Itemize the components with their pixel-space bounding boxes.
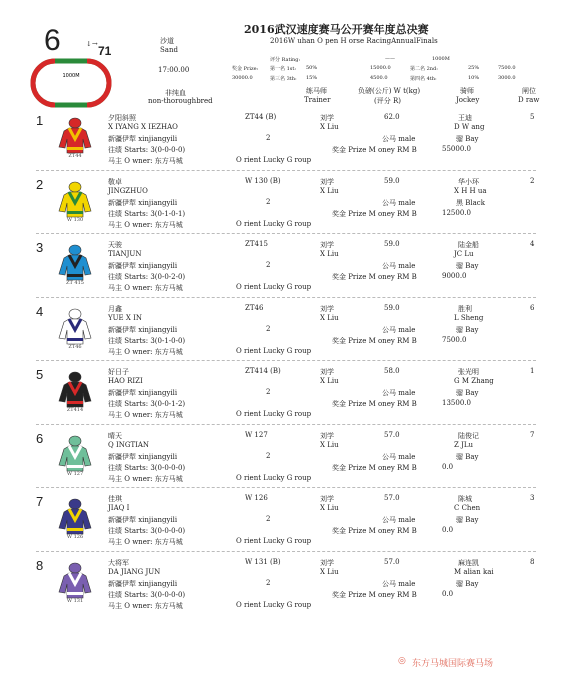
horse-age: 2	[266, 197, 271, 206]
horse-owner: 马主 O wner: 东方马城	[108, 347, 183, 356]
horse-name-cn: 晴天	[108, 431, 122, 440]
row-divider	[36, 170, 536, 171]
jockey-cn: 陆金船	[458, 241, 479, 249]
horse-owner: 马主 O wner: 东方马城	[108, 220, 183, 229]
trainer-en: X Liu	[320, 186, 339, 195]
entry-row	[0, 367, 575, 429]
horse-age: 2	[266, 515, 271, 523]
prize-money-label: 奖金 Prize M oney RM B	[332, 336, 417, 345]
horse-name-cn: 好日子	[108, 368, 129, 376]
weight-value: 58.0	[384, 367, 400, 375]
jockey-cn: 华小环	[458, 177, 479, 186]
race-number: 6	[44, 24, 61, 57]
entry-row	[0, 494, 575, 556]
watermark-logo-icon: ◎	[398, 656, 406, 666]
prize-money: 55000.0	[442, 145, 471, 153]
jockey-en: JC Lu	[454, 250, 474, 258]
owner-group: O rient Lucky G roup	[236, 346, 312, 355]
prize-total: 30000.0	[232, 75, 253, 81]
entry-row	[0, 177, 575, 239]
horse-code: W 126	[245, 494, 268, 502]
horse-origin: 新疆伊犁 xinjiangyili	[108, 135, 178, 143]
horse-name-en: X IYANG X IEZHAO	[108, 123, 178, 131]
row-divider	[36, 487, 536, 488]
trainer-cn: 刘学	[320, 431, 334, 440]
prize-label: 奖金 Prize:	[232, 66, 259, 72]
entry-number: 1	[36, 113, 44, 128]
jockey-cn: 王迪	[458, 114, 472, 122]
horse-color: 骝 Bay	[456, 135, 479, 143]
jockey-en: G M Zhang	[454, 377, 494, 385]
horse-age: 2	[266, 261, 271, 269]
jockey-silks-icon	[58, 435, 92, 473]
trainer-cn: 刘学	[320, 495, 334, 503]
horse-code: ZT415	[245, 240, 268, 248]
horse-starts: 往绩 Starts: 3(0-0-0-0)	[108, 590, 186, 599]
prize-money: 9000.0	[442, 272, 467, 280]
draw-number: 6	[530, 303, 535, 312]
prize-money-label: 奖金 Prize M oney RM B	[332, 527, 417, 535]
header-draw-cn: 闸位	[522, 87, 536, 95]
horse-owner: 马主 O wner: 东方马城	[108, 474, 183, 483]
silk-code: ZT44	[68, 153, 82, 159]
horse-name-cn: 天骏	[108, 241, 122, 249]
horse-name-cn: 大将军	[108, 558, 129, 567]
rating-label: 评分 Rating:	[270, 57, 301, 63]
jockey-silks-icon	[58, 371, 92, 409]
jockey-en: X H H ua	[454, 186, 487, 195]
track-label: 1000M	[62, 73, 80, 79]
horse-owner: 马主 O wner: 东方马城	[108, 284, 183, 292]
weight-value: 59.0	[384, 176, 400, 185]
jockey-cn: 张光明	[458, 368, 479, 376]
entry-number: 8	[36, 557, 44, 573]
prize-1-pct: 50%	[306, 65, 318, 71]
silk-code: W 131	[66, 597, 84, 604]
entry-number: 6	[36, 430, 44, 446]
silk-code: W 126	[66, 534, 84, 540]
prize-money-label: 奖金 Prize M oney RM B	[332, 400, 417, 408]
owner-group: O rient Lucky G roup	[236, 537, 312, 545]
horse-starts: 往绩 Starts: 3(0-1-0-0)	[108, 336, 186, 345]
prize-money-label: 奖金 Prize M oney RM B	[332, 590, 417, 599]
horse-name-en: Q INGTIAN	[108, 440, 150, 449]
prize-2-pct: 25%	[468, 65, 480, 71]
prize-money: 0.0	[442, 526, 454, 534]
owner-group: O rient Lucky G roup	[236, 219, 312, 228]
horse-starts: 往绩 Starts: 3(0-0-0-0)	[108, 527, 186, 535]
jockey-en: Z JLu	[454, 440, 474, 449]
trainer-en: X Liu	[320, 567, 339, 576]
row-divider	[36, 360, 536, 361]
horse-gender: 公马 male	[382, 579, 416, 588]
prize-2-label: 第二名 2nd:	[410, 66, 438, 72]
weight-value: 62.0	[384, 113, 400, 121]
horse-name-en: JINGZHUO	[108, 186, 148, 195]
row-divider	[36, 297, 536, 298]
entry-row	[0, 431, 575, 493]
breed-cn: 非纯血	[165, 89, 186, 97]
trainer-en: X Liu	[320, 250, 339, 258]
horse-origin: 新疆伊犁 xinjiangyili	[108, 262, 178, 270]
trainer-en: X Liu	[320, 504, 339, 512]
race-distance: 1000M	[432, 56, 450, 62]
entry-number: 3	[36, 240, 44, 255]
header-weight-cn: 负磅(公斤) W t(kg)	[358, 87, 421, 95]
track-diagram-icon	[30, 58, 112, 110]
jockey-silks-icon	[58, 498, 92, 536]
horse-name-en: TIANJUN	[108, 250, 142, 258]
header-draw-en: D raw	[518, 96, 540, 104]
horse-gender: 公马 male	[382, 198, 416, 207]
horse-starts: 往绩 Starts: 3(0-0-0-0)	[108, 146, 186, 154]
race-title-cn: 2016武汉速度赛马公开赛年度总决赛	[244, 23, 429, 36]
horse-code: W 130 (B)	[245, 176, 281, 185]
trainer-cn: 刘学	[320, 304, 334, 313]
horse-color: 骝 Bay	[456, 579, 479, 588]
silk-code: W 130	[66, 216, 84, 223]
row-divider	[36, 551, 536, 552]
horse-name-cn: 夕阳斜照	[108, 114, 136, 122]
prize-1-amount: 15000.0	[370, 65, 391, 71]
horse-starts: 往绩 Starts: 3(0-0-1-2)	[108, 400, 186, 408]
horse-gender: 公马 male	[382, 389, 416, 397]
horse-name-en: DA JIANG JUN	[108, 567, 161, 576]
trainer-cn: 刘学	[320, 114, 334, 122]
draw-number: 8	[530, 557, 535, 566]
horse-code: ZT46	[245, 303, 264, 312]
horse-color: 骝 Bay	[456, 516, 479, 524]
owner-group: O rient Lucky G roup	[236, 473, 312, 482]
prize-money-label: 奖金 Prize M oney RM B	[332, 273, 417, 281]
jockey-en: C Chen	[454, 504, 481, 512]
horse-gender: 公马 male	[382, 325, 416, 334]
horse-code: W 131 (B)	[245, 557, 281, 566]
trainer-en: X Liu	[320, 313, 339, 322]
prize-money: 7500.0	[442, 335, 467, 344]
jockey-silks-icon	[58, 244, 92, 282]
horse-owner: 马主 O wner: 东方马城	[108, 538, 183, 546]
entry-number: 2	[36, 176, 44, 192]
jockey-cn: 麻连凯	[458, 558, 479, 567]
jockey-cn: 胜利	[458, 304, 472, 313]
horse-color: 骝 Bay	[456, 389, 479, 397]
prize-3-label: 第三名 3th:	[270, 76, 297, 82]
horse-color: 骝 Bay	[456, 325, 479, 334]
horse-gender: 公马 male	[382, 452, 416, 461]
distance-badge: 71	[98, 44, 112, 58]
rating-value: ——	[385, 56, 395, 62]
jockey-silks-icon	[58, 181, 92, 219]
horse-origin: 新疆伊犁 xinjiangyili	[108, 198, 178, 207]
silk-code: W 127	[66, 470, 84, 477]
jockey-silks-icon	[58, 308, 92, 346]
prize-4-label: 第四名 4th:	[410, 76, 437, 82]
owner-group: O rient Lucky G roup	[236, 156, 312, 164]
entry-row	[0, 304, 575, 366]
prize-money-label: 奖金 Prize M oney RM B	[332, 209, 417, 218]
horse-age: 2	[266, 388, 271, 396]
horse-starts: 往绩 Starts: 3(0-0-2-0)	[108, 273, 186, 281]
watermark-text: 东方马城国际赛马场	[412, 659, 494, 669]
horse-color: 黑 Black	[456, 198, 485, 207]
weight-value: 57.0	[384, 494, 400, 502]
prize-3-pct: 15%	[306, 75, 318, 81]
silk-code: ZT46	[68, 343, 82, 350]
horse-name-cn: 敬卓	[108, 177, 122, 186]
owner-group: O rient Lucky G roup	[236, 283, 312, 291]
horse-starts: 往绩 Starts: 3(0-0-0-0)	[108, 463, 186, 472]
horse-age: 2	[266, 324, 271, 333]
entry-number: 7	[36, 494, 44, 509]
owner-group: O rient Lucky G roup	[236, 600, 312, 609]
horse-name-en: JIAQ I	[108, 504, 130, 512]
prize-money: 0.0	[442, 589, 454, 598]
jockey-en: L Sheng	[454, 313, 484, 322]
jockey-en: D W ang	[454, 123, 485, 131]
weight-value: 57.0	[384, 557, 400, 566]
jockey-en: M alian kai	[454, 567, 494, 576]
header-jockey-en: Jockey	[456, 96, 480, 104]
trainer-cn: 刘学	[320, 368, 334, 376]
horse-color: 骝 Bay	[456, 452, 479, 461]
horse-starts: 往绩 Starts: 3(0-1-0-1)	[108, 209, 186, 218]
prize-1-label: 第一名 1st:	[270, 66, 297, 72]
owner-group: O rient Lucky G roup	[236, 410, 312, 418]
horse-origin: 新疆伊犁 xinjiangyili	[108, 516, 178, 524]
entry-row	[0, 113, 575, 175]
horse-age: 2	[266, 451, 271, 460]
horse-code: ZT44 (B)	[245, 113, 277, 121]
horse-gender: 公马 male	[382, 262, 416, 270]
prize-money-label: 奖金 Prize M oney RM B	[332, 463, 417, 472]
header-weight-en: (评分 R)	[374, 97, 401, 105]
horse-origin: 新疆伊犁 xinjiangyili	[108, 452, 178, 461]
weight-value: 59.0	[384, 240, 400, 248]
draw-number: 7	[530, 430, 535, 439]
horse-name-en: YUE X IN	[108, 313, 142, 322]
race-time: 17:00.00	[158, 66, 190, 74]
header-trainer-cn: 练马师	[306, 87, 327, 95]
jockey-silks-icon	[58, 562, 92, 600]
prize-money-label: 奖金 Prize M oney RM B	[332, 146, 417, 154]
prize-2-amount: 7500.0	[498, 65, 516, 71]
venue-cn: 沙道	[160, 37, 174, 45]
jockey-silks-icon	[58, 117, 92, 155]
entry-number: 5	[36, 367, 44, 382]
horse-owner: 马主 O wner: 东方马城	[108, 157, 183, 165]
horse-code: W 127	[245, 430, 268, 439]
horse-code: ZT414 (B)	[245, 367, 281, 375]
trainer-en: X Liu	[320, 440, 339, 449]
row-divider	[36, 233, 536, 234]
trainer-cn: 刘学	[320, 558, 334, 567]
race-title-en: 2016W uhan O pen H orse RacingAnnualFinals	[270, 37, 438, 45]
silk-code: ZT 415	[66, 280, 84, 286]
draw-number: 3	[530, 494, 535, 502]
silk-code: ZT414	[66, 407, 84, 413]
horse-origin: 新疆伊犁 xinjiangyili	[108, 579, 178, 588]
horse-name-cn: 佳琪	[108, 495, 122, 503]
horse-origin: 新疆伊犁 xinjiangyili	[108, 389, 178, 397]
prize-money: 13500.0	[442, 399, 471, 407]
start-arrow-icon: ↓→	[86, 40, 98, 48]
prize-4-pct: 10%	[468, 75, 480, 81]
horse-name-cn: 月鑫	[108, 304, 122, 313]
horse-age: 2	[266, 578, 271, 587]
prize-4-amount: 3000.0	[498, 75, 516, 81]
entry-row	[0, 558, 575, 620]
weight-value: 59.0	[384, 303, 400, 312]
horse-color: 骝 Bay	[456, 262, 479, 270]
draw-number: 5	[530, 113, 535, 121]
horse-owner: 马主 O wner: 东方马城	[108, 601, 183, 610]
header-jockey-cn: 骑师	[460, 87, 474, 95]
draw-number: 1	[530, 367, 535, 375]
horse-gender: 公马 male	[382, 516, 416, 524]
entry-number: 4	[36, 303, 44, 319]
trainer-cn: 刘学	[320, 177, 334, 186]
prize-3-amount: 4500.0	[370, 75, 388, 81]
breed-en: non-thoroughbred	[148, 97, 213, 105]
horse-name-en: HAO RIZI	[108, 377, 143, 385]
weight-value: 57.0	[384, 430, 400, 439]
horse-age: 2	[266, 134, 271, 142]
entry-row	[0, 240, 575, 302]
horse-owner: 马主 O wner: 东方马城	[108, 411, 183, 419]
draw-number: 4	[530, 240, 535, 248]
jockey-cn: 陆俊记	[458, 431, 479, 440]
prize-money: 0.0	[442, 462, 454, 471]
venue-en: Sand	[160, 46, 178, 54]
trainer-cn: 刘学	[320, 241, 334, 249]
row-divider	[36, 424, 536, 425]
horse-gender: 公马 male	[382, 135, 416, 143]
draw-number: 2	[530, 176, 535, 185]
horse-origin: 新疆伊犁 xinjiangyili	[108, 325, 178, 334]
trainer-en: X Liu	[320, 123, 339, 131]
trainer-en: X Liu	[320, 377, 339, 385]
header-trainer-en: Trainer	[304, 96, 331, 104]
prize-money: 12500.0	[442, 208, 471, 217]
jockey-cn: 陈城	[458, 495, 472, 503]
